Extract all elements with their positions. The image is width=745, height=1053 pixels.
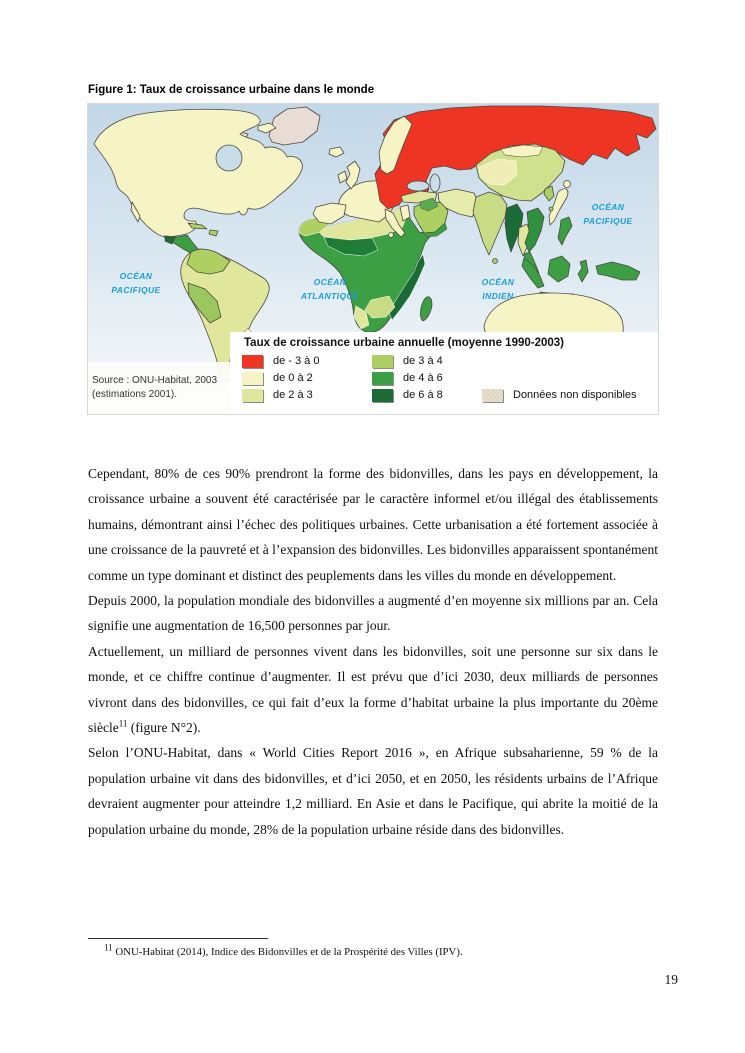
footnote-marker: 11 [104,942,113,953]
ocean-label-pacific-west: OCÉAN PACIFIQUE [111,271,161,295]
legend-swatch [242,372,263,385]
paragraph-3: Actuellement, un milliard de personnes vivent dans les bidonvilles, soit une personne sur six dans le monde, et ce chiffre continue d’augmenter. Il est prévu que d’ici 2030, deux milliards de personnes vivront dans des bidonvilles, ce qui fait d’eux la forme d’habitat urbaine la plus importante du 20ème siècle$^{11}$ (figure N°2). [88,643,658,736]
black-sea [407,181,429,191]
map-source: Source : ONU-Habitat, 2003 (estimations 2001). [88,362,236,414]
paragraph-2: Depuis 2000, la population mondiale des bidonvilles a augmenté d’en moyenne six millions par an. Cela signifie une augmentation de 16,500 personnes par jour. [88,593,658,634]
world-map-figure [88,104,658,414]
footnote-separator [88,938,268,939]
legend-swatch [242,389,263,402]
ocean-label-atlantic: OCÉAN ATLANTIQUE [300,277,360,301]
map-legend: Taux de croissance urbaine annuelle (moyenne 1990-2003) de - 3 à 0 de 0 à 2 de 2 à 3 de 3 à 4 de 4 à 6 de 6 à 8 Données non disponibles [230,332,658,414]
legend-swatch [372,372,393,385]
ocean-label-pacific-east: OCÉAN PACIFIQUE [583,202,633,226]
hudson-bay [216,145,242,171]
legend-swatch [242,355,263,368]
paragraph-4: Selon l’ONU-Habitat, dans « World Cities Report 2016 », en Afrique subsaharienne, 59 % de la population urbaine vit dans des bidonvilles, et d’ici 2050, et en 2050, les résidents urbains de l’Afrique devraient augmenter pour atteindre 1,2 milliard. En Asie et dans le Pacifique, qui abrite la moitié de la population urbaine du monde, 28% de la population urbaine réside dans des bidonvilles. [88,745,658,837]
body-text [88,461,658,842]
page-number: 19 [664,972,678,987]
footnote-reference[interactable]: 11 [118,718,128,729]
legend-swatch [372,355,393,368]
legend-swatch [372,389,393,402]
figure-caption: Figure 1: Taux de croissance urbaine dans le monde [88,84,375,96]
ocean-label-indian: OCÉAN INDIEN [481,277,515,301]
legend-title: Taux de croissance urbaine annuelle (moyenne 1990-2003) [244,337,565,349]
footnote: $^{11}$ ONU-Habitat (2014), Indice des Bidonvilles et de la Prospérité des Villes (IPV). [104,942,463,958]
paragraph-1: Cependant, 80% de ces 90% prendront la forme des bidonvilles, dans les pays en développement, la croissance urbaine a souvent été caractérisée par le caractère informel et/ou illégal des établissements humains, démontrant ainsi l’échec des politiques urbaines. Cette urbanisation a été fortement associée à une croissance de la pauvreté et à l’expansion des bidonvilles. Les bidonvilles apparaissent spontanément comme un type dominant et distinct des peuplements dans les villes du monde en développement. [88,466,658,583]
caspian-sea [430,174,440,192]
legend-swatch-no-data [482,389,503,402]
